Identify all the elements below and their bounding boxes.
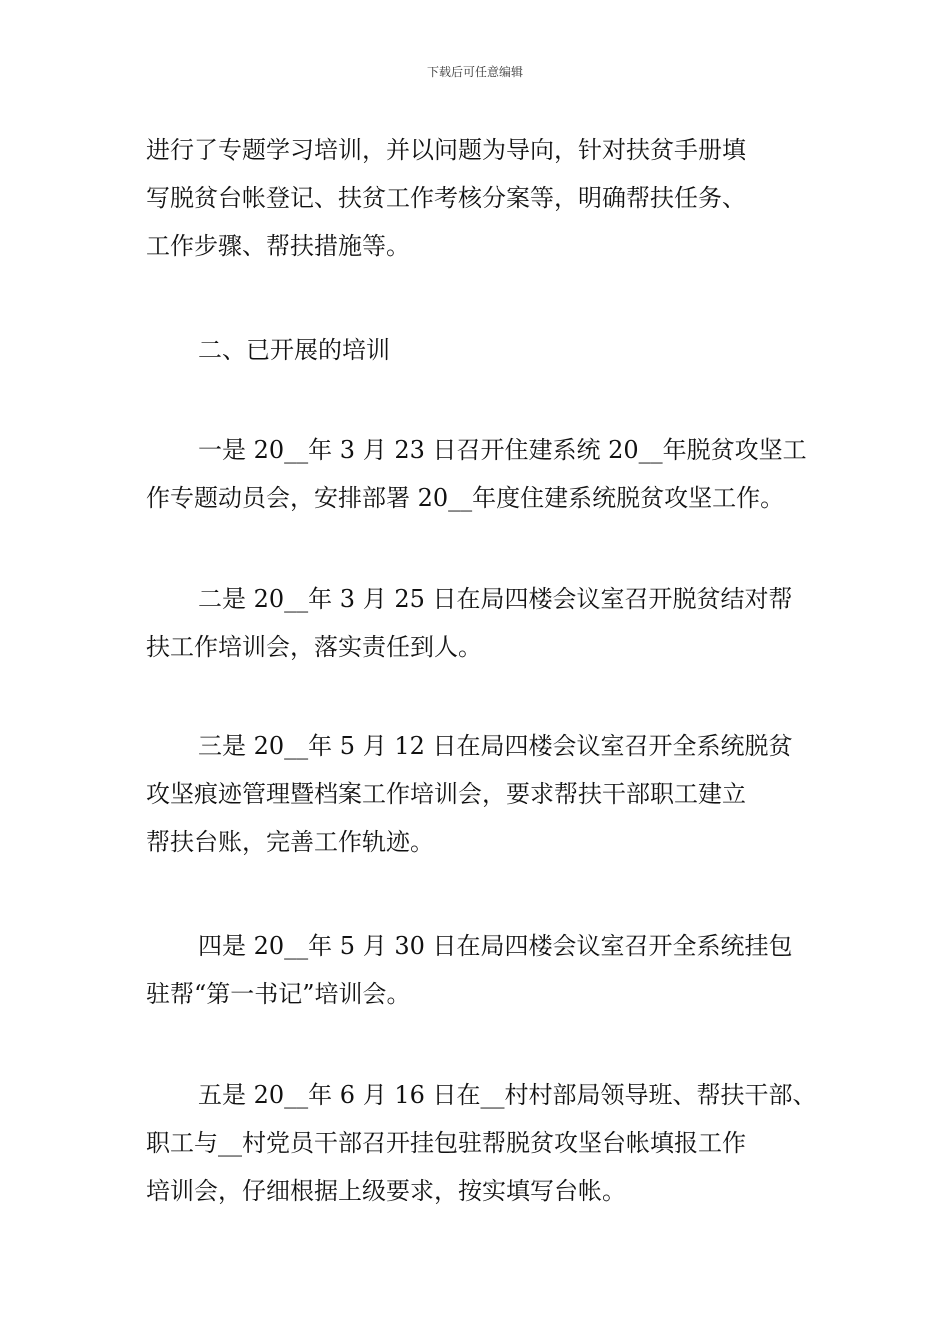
text-line: 作专题动员会，安排部署 20__年度住建系统脱贫攻坚工作。 bbox=[146, 484, 785, 512]
text-line: 五是 20__年 6 月 16 日在__村村部局领导班、帮扶干部、 bbox=[198, 1081, 817, 1109]
text-line: 职工与__村党员干部召开挂包驻帮脱贫攻坚台帐填报工作 bbox=[146, 1129, 746, 1157]
text-line: 驻帮“第一书记”培训会。 bbox=[146, 980, 411, 1008]
text-line: 二是 20__年 3 月 25 日在局四楼会议室召开脱贫结对帮 bbox=[198, 585, 793, 613]
text-line: 工作步骤、帮扶措施等。 bbox=[146, 232, 410, 260]
text-line: 进行了专题学习培训，并以问题为导向，针对扶贫手册填 bbox=[146, 136, 746, 164]
page-header: 下载后可任意编辑 bbox=[426, 65, 523, 79]
paragraph-item-five bbox=[146, 1071, 816, 1215]
text-line: 攻坚痕迹管理暨档案工作培训会，要求帮扶干部职工建立 bbox=[146, 780, 746, 808]
text-line: 一是 20__年 3 月 23 日召开住建系统 20__年脱贫攻坚工 bbox=[198, 436, 807, 464]
text-line: 三是 20__年 5 月 12 日在局四楼会议室召开全系统脱贫 bbox=[198, 732, 793, 760]
paragraph-item-four bbox=[146, 922, 816, 1018]
text-line: 写脱贫台帐登记、扶贫工作考核分案等，明确帮扶任务、 bbox=[146, 184, 746, 212]
paragraph-item-two bbox=[146, 575, 816, 671]
paragraph-item-one bbox=[146, 426, 816, 522]
text-line: 扶工作培训会，落实责任到人。 bbox=[146, 633, 482, 661]
paragraph-continuation bbox=[146, 126, 816, 270]
heading-line: 二、已开展的培训 bbox=[198, 336, 390, 364]
text-line: 帮扶台账，完善工作轨迹。 bbox=[146, 828, 434, 856]
section-heading bbox=[146, 326, 816, 374]
text-line: 培训会，仔细根据上级要求，按实填写台帐。 bbox=[146, 1177, 626, 1205]
paragraph-item-three bbox=[146, 722, 816, 866]
text-line: 四是 20__年 5 月 30 日在局四楼会议室召开全系统挂包 bbox=[198, 932, 793, 960]
